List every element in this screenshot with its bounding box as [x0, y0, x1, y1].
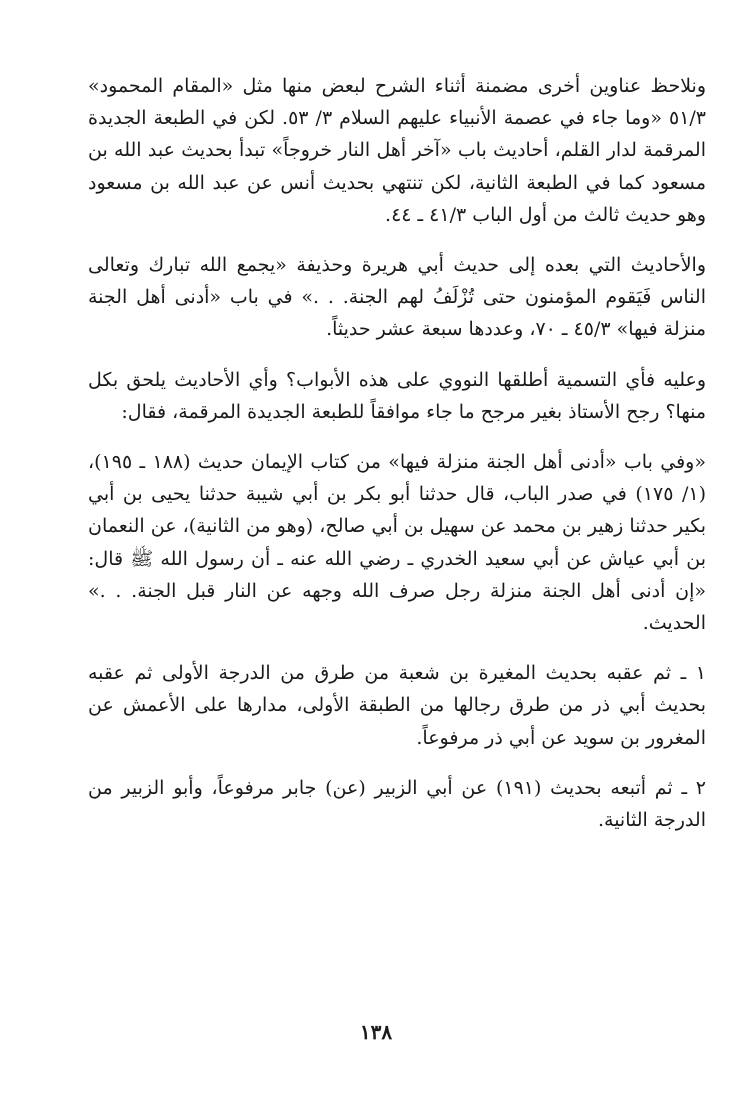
paragraph-1: ونلاحظ عناوين أخرى مضمنة أثناء الشرح لبعض منها مثل «المقام المحمود» ٥١/٣ «وما جاء في عصمة الأنبياء عليهم السلام ٣/ ٥٣. لكن في الطبعة الجديدة المرقمة لدار القلم، أحاديث باب «آخر أهل النار خروجاً» تبدأ بحديث عبد الله بن مسعود كما في الطبعة الثانية، لكن تنتهي بحديث أنس عن عبد الله بن مسعود وهو حديث ثالث من أول الباب ٤١/٣ ـ ٤٤. — [88, 75, 707, 226]
page-body — [88, 70, 706, 1030]
paragraph-2: والأحاديث التي بعده إلى حديث أبي هريرة وحذيفة «يجمع الله تبارك وتعالى الناس فَيَقوم المؤمنون حتى تُزْلَفُ لهم الجنة. . .» في باب «أدنى أهل الجنة منزلة فيها» ٤٥/٣ ـ ٧٠، وعددها سبعة عشر حديثاً. — [88, 254, 706, 341]
paragraph-5-item-1: ١ ـ ثم عقبه بحديث المغيرة بن شعبة من طرق من الدرجة الأولى ثم عقبه بحديث أبي ذر من طرق رجالها من الطبقة الأولى، مدارها على الأعمش عن المغرور بن سويد عن أبي ذر مرفوعاً. — [88, 662, 706, 749]
paragraph-3: وعليه فأي التسمية أطلقها النووي على هذه الأبواب؟ وأي الأحاديث يلحق بكل منها؟ رجح الأستاذ بغير مرجح ما جاء موافقاً للطبعة الجديدة المرقمة، فقال: — [88, 368, 706, 423]
page-number: ١٣٨ — [359, 1020, 393, 1044]
paragraph-4-quotation: «وفي باب «أدنى أهل الجنة منزلة فيها» من كتاب الإيمان حديث (١٨٨ ـ ١٩٥)، (١/ ١٧٥) في صدر الباب، قال حدثنا أبو بكر بن أبي شيبة حدثنا يحيى بن أبي بكير حدثنا زهير بن محمد عن سهيل بن أبي صالح، (وهو من الثانية)، عن النعمان بن أبي عياش عن أبي سعيد الخدري ـ رضي الله عنه ـ أن رسول الله ﷺ قال: «إن أدنى أهل الجنة منزلة رجل صرف الله وجهه عن النار قبل الجنة. . .» الحديث. — [88, 451, 706, 635]
paragraph-6-item-2: ٢ ـ ثم أتبعه بحديث (١٩١) عن أبي الزبير (عن) جابر مرفوعاً، وأبو الزبير من الدرجة الثانية. — [88, 776, 707, 832]
